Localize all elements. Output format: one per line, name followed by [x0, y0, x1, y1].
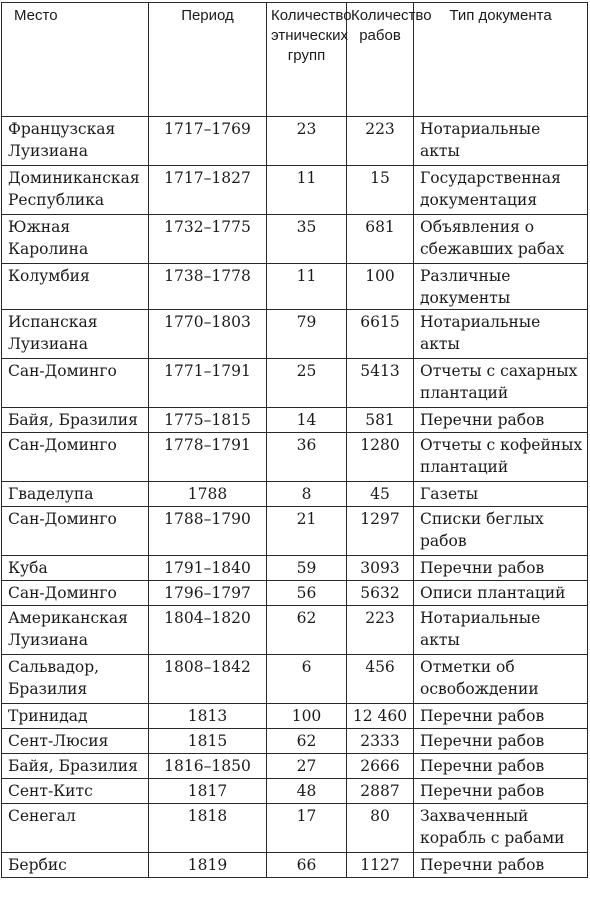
- cell-period: 1778–1791: [149, 433, 267, 482]
- cell-slave-count: 2333: [347, 729, 414, 754]
- cell-document-type: Перечни рабов: [414, 556, 588, 581]
- header-place: Место: [2, 3, 149, 117]
- table-row: [2, 408, 588, 433]
- cell-slave-count: 3093: [347, 556, 414, 581]
- cell-document-type: Нотариальные акты: [414, 310, 588, 359]
- cell-period: 1717–1827: [149, 166, 267, 215]
- cell-period: 1770–1803: [149, 310, 267, 359]
- cell-document-type: Различные документы: [414, 264, 588, 310]
- table-row: [2, 215, 588, 264]
- cell-document-type: Отчеты с кофейных плантаций: [414, 433, 588, 482]
- cell-document-type: Захваченный корабль с рабами: [414, 804, 588, 853]
- cell-place: Сан-Доминго: [2, 581, 149, 606]
- cell-document-type: Газеты: [414, 482, 588, 507]
- cell-ethnic-groups: 35: [267, 215, 347, 264]
- cell-ethnic-groups: 11: [267, 264, 347, 310]
- cell-place: Сальвадор, Бразилия: [2, 655, 149, 704]
- cell-ethnic-groups: 100: [267, 704, 347, 729]
- cell-ethnic-groups: 59: [267, 556, 347, 581]
- cell-place: Куба: [2, 556, 149, 581]
- cell-ethnic-groups: 27: [267, 754, 347, 779]
- cell-period: 1816–1850: [149, 754, 267, 779]
- cell-document-type: Перечни рабов: [414, 408, 588, 433]
- cell-period: 1815: [149, 729, 267, 754]
- cell-place: Сент-Люсия: [2, 729, 149, 754]
- cell-period: 1791–1840: [149, 556, 267, 581]
- cell-slave-count: 100: [347, 264, 414, 310]
- cell-period: 1796–1797: [149, 581, 267, 606]
- cell-slave-count: 2666: [347, 754, 414, 779]
- cell-document-type: Государственная документация: [414, 166, 588, 215]
- table-row: [2, 310, 588, 359]
- cell-period: 1738–1778: [149, 264, 267, 310]
- cell-slave-count: 1297: [347, 507, 414, 556]
- cell-period: 1732–1775: [149, 215, 267, 264]
- cell-slave-count: 15: [347, 166, 414, 215]
- cell-slave-count: 5413: [347, 359, 414, 408]
- cell-period: 1775–1815: [149, 408, 267, 433]
- cell-ethnic-groups: 17: [267, 804, 347, 853]
- cell-place: Тринидад: [2, 704, 149, 729]
- cell-ethnic-groups: 48: [267, 779, 347, 804]
- cell-place: Сан-Доминго: [2, 507, 149, 556]
- cell-place: Сан-Доминго: [2, 359, 149, 408]
- table-row: [2, 581, 588, 606]
- cell-slave-count: 12 460: [347, 704, 414, 729]
- cell-place: Доминиканская Республика: [2, 166, 149, 215]
- table-row: [2, 433, 588, 482]
- table-row: [2, 482, 588, 507]
- cell-document-type: Перечни рабов: [414, 729, 588, 754]
- table-row: [2, 655, 588, 704]
- cell-document-type: Перечни рабов: [414, 779, 588, 804]
- cell-ethnic-groups: 56: [267, 581, 347, 606]
- table-row: [2, 704, 588, 729]
- cell-slave-count: 223: [347, 117, 414, 166]
- cell-place: Байя, Бразилия: [2, 754, 149, 779]
- table-row: [2, 556, 588, 581]
- cell-slave-count: 2887: [347, 779, 414, 804]
- cell-document-type: Нотариальные акты: [414, 117, 588, 166]
- cell-place: Байя, Бразилия: [2, 408, 149, 433]
- cell-place: Сент-Китс: [2, 779, 149, 804]
- cell-ethnic-groups: 62: [267, 729, 347, 754]
- cell-slave-count: 456: [347, 655, 414, 704]
- cell-document-type: Объявления о сбежавших рабах: [414, 215, 588, 264]
- cell-ethnic-groups: 36: [267, 433, 347, 482]
- table-row: [2, 166, 588, 215]
- cell-ethnic-groups: 79: [267, 310, 347, 359]
- cell-document-type: Перечни рабов: [414, 754, 588, 779]
- cell-ethnic-groups: 25: [267, 359, 347, 408]
- header-row: [2, 3, 588, 117]
- header-document-type: Тип документа: [414, 3, 588, 117]
- table-row: [2, 117, 588, 166]
- table-row: [2, 729, 588, 754]
- cell-place: Колумбия: [2, 264, 149, 310]
- table-row: [2, 754, 588, 779]
- cell-period: 1817: [149, 779, 267, 804]
- cell-place: Южная Каролина: [2, 215, 149, 264]
- table-row: [2, 804, 588, 853]
- cell-period: 1788: [149, 482, 267, 507]
- cell-period: 1788–1790: [149, 507, 267, 556]
- cell-slave-count: 223: [347, 606, 414, 655]
- cell-document-type: Отметки об освобождении: [414, 655, 588, 704]
- cell-document-type: Перечни рабов: [414, 853, 588, 878]
- cell-document-type: Описи плантаций: [414, 581, 588, 606]
- cell-ethnic-groups: 66: [267, 853, 347, 878]
- cell-slave-count: 80: [347, 804, 414, 853]
- header-period: Период: [149, 3, 267, 117]
- table-row: [2, 359, 588, 408]
- table-row: [2, 853, 588, 878]
- cell-slave-count: 5632: [347, 581, 414, 606]
- cell-place: Бербис: [2, 853, 149, 878]
- table-row: [2, 606, 588, 655]
- cell-period: 1804–1820: [149, 606, 267, 655]
- cell-period: 1813: [149, 704, 267, 729]
- cell-period: 1819: [149, 853, 267, 878]
- cell-period: 1771–1791: [149, 359, 267, 408]
- cell-ethnic-groups: 14: [267, 408, 347, 433]
- cell-ethnic-groups: 21: [267, 507, 347, 556]
- cell-ethnic-groups: 62: [267, 606, 347, 655]
- table-body: [2, 117, 588, 878]
- cell-ethnic-groups: 11: [267, 166, 347, 215]
- cell-slave-count: 6615: [347, 310, 414, 359]
- cell-slave-count: 681: [347, 215, 414, 264]
- cell-ethnic-groups: 6: [267, 655, 347, 704]
- header-ethnic-groups: Количество этнических групп: [267, 3, 347, 117]
- header-slave-count: Количество рабов: [347, 3, 414, 117]
- cell-place: Французская Луизиана: [2, 117, 149, 166]
- cell-period: 1818: [149, 804, 267, 853]
- table-row: [2, 779, 588, 804]
- cell-place: Сан-Доминго: [2, 433, 149, 482]
- cell-document-type: Перечни рабов: [414, 704, 588, 729]
- cell-ethnic-groups: 8: [267, 482, 347, 507]
- cell-place: Американская Луизиана: [2, 606, 149, 655]
- slave-records-table: [1, 2, 588, 878]
- cell-document-type: Нотариальные акты: [414, 606, 588, 655]
- cell-slave-count: 581: [347, 408, 414, 433]
- cell-document-type: Списки беглых рабов: [414, 507, 588, 556]
- cell-document-type: Отчеты с сахарных плантаций: [414, 359, 588, 408]
- table-header: [2, 3, 588, 117]
- cell-place: Гваделупа: [2, 482, 149, 507]
- table-row: [2, 264, 588, 310]
- cell-place: Сенегал: [2, 804, 149, 853]
- cell-period: 1808–1842: [149, 655, 267, 704]
- cell-slave-count: 1127: [347, 853, 414, 878]
- cell-place: Испанская Луизиана: [2, 310, 149, 359]
- cell-slave-count: 45: [347, 482, 414, 507]
- cell-period: 1717–1769: [149, 117, 267, 166]
- cell-ethnic-groups: 23: [267, 117, 347, 166]
- table-row: [2, 507, 588, 556]
- cell-slave-count: 1280: [347, 433, 414, 482]
